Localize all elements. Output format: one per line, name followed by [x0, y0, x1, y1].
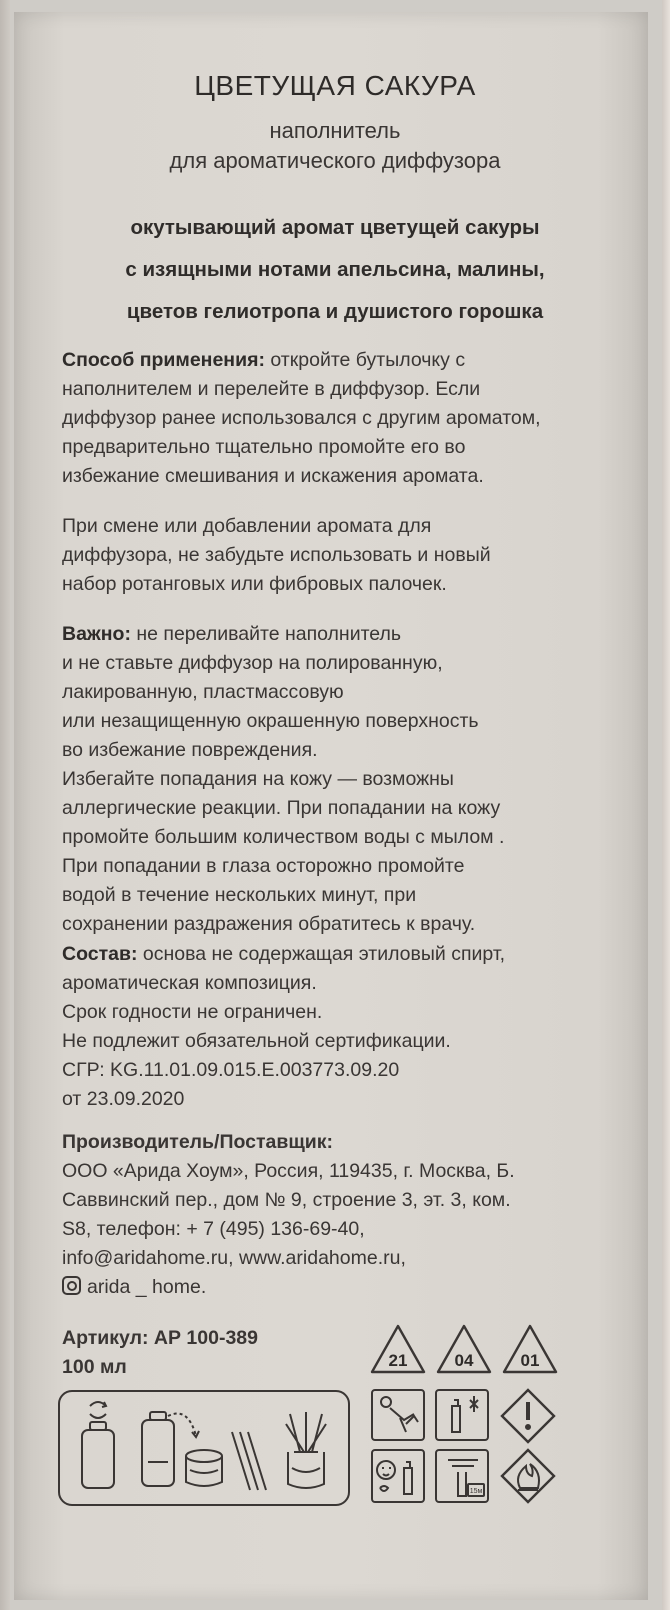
composition-line: ароматическая композиция.	[62, 972, 317, 994]
recycle-code-01: 01	[520, 1351, 540, 1370]
recycle-triangle-icon	[504, 1326, 556, 1372]
aroma-line-3: цветов гелиотропа и душистого горошка	[126, 300, 544, 323]
change-line: набор ротанговых или фибровых палочек.	[62, 573, 447, 595]
recycle-code-04: 04	[454, 1351, 474, 1370]
manufacturer-label: Производитель/Поставщик:	[62, 1131, 334, 1153]
manufacturer-line: Саввинский пер., дом № 9, строение 3, эт. 3, ком.	[62, 1189, 511, 1211]
warning-line: промойте большим количеством воды с мылом .	[62, 826, 505, 848]
warning-line: сохранении раздражения обратитесь к врачу.	[62, 913, 476, 935]
keep-away-from-heat-icon	[436, 1390, 488, 1440]
usage-label: Способ применения:	[62, 349, 265, 371]
usage-line: наполнителем и перелейте в диффузор. Если	[62, 378, 481, 400]
usage-line-1	[62, 346, 642, 375]
composition-section	[62, 940, 642, 1114]
hazard-icons	[370, 1388, 560, 1506]
usage-line-1-text: откройте бутылочку с	[264, 349, 466, 371]
composition-line: Срок годности не ограничен.	[62, 1001, 323, 1023]
composition-line: от 23.09.2020	[62, 1088, 185, 1110]
manufacturer-line: ООО «Арида Хоум», Россия, 119435, г. Москва, Б.	[62, 1160, 515, 1182]
article-number: Артикул: АР 100-389	[62, 1327, 258, 1349]
warning-exclamation-icon	[502, 1390, 554, 1442]
warning-section	[62, 620, 642, 939]
warning-line: и не ставьте диффузор на полированную,	[62, 652, 443, 674]
usage-line: диффузор ранее использовался с другим ароматом,	[62, 407, 541, 429]
warning-line: водой в течение нескольких минут, при	[62, 884, 417, 906]
warning-line-1-text: не переливайте наполнитель	[130, 623, 402, 645]
change-line: При смене или добавлении аромата для	[62, 515, 432, 537]
product-info	[62, 1324, 362, 1382]
change-section	[62, 512, 642, 599]
manufacturer-line: info@aridahome.ru, www.aridahome.ru,	[62, 1247, 406, 1269]
recycle-triangle-icon	[372, 1326, 424, 1372]
warning-line-1	[62, 620, 642, 649]
flammable-icon	[502, 1450, 554, 1502]
aroma-line-1: окутывающий аромат цветущей сакуры	[130, 216, 540, 239]
manufacturer-line: S8, телефон: + 7 (495) 136-69-40,	[62, 1218, 365, 1240]
composition-line-1	[62, 940, 642, 969]
composition-line-1-text: основа не содержащая этиловый спирт,	[137, 943, 506, 965]
warning-line: Избегайте попадания на кожу — возможны	[62, 768, 454, 790]
usage-line: избежание смешивания и искажения аромата.	[62, 465, 484, 487]
change-line: диффузора, не забудьте использовать и новый	[62, 544, 491, 566]
instagram-line	[62, 1273, 642, 1302]
usage-section	[62, 346, 642, 491]
composition-label: Состав:	[62, 943, 138, 965]
instagram-handle: arida _ home.	[87, 1276, 207, 1298]
refill-steps-icon	[60, 1392, 348, 1504]
recycle-code-21: 21	[388, 1351, 408, 1370]
composition-line: Не подлежит обязательной сертификации.	[62, 1030, 451, 1052]
product-subtitle-1: наполнитель	[269, 118, 401, 143]
recycling-codes	[368, 1320, 568, 1382]
product-title: ЦВЕТУЩАЯ САКУРА	[194, 70, 476, 101]
warning-label: Важно:	[62, 623, 131, 645]
volume: 100 мл	[62, 1356, 127, 1378]
refill-instructions-pictogram	[58, 1390, 350, 1506]
warning-line: При попадании в глаза осторожно промойте	[62, 855, 465, 877]
composition-line: СГР: KG.11.01.09.015.Е.003773.09.20	[62, 1059, 400, 1081]
warning-line: или незащищенную окрашенную поверхность	[62, 710, 479, 732]
warning-line: аллергические реакции. При попадании на кожу	[62, 797, 501, 819]
warning-line: лакированную, пластмассовую	[62, 681, 344, 703]
box-right-edge	[662, 0, 670, 1610]
aroma-line-2: с изящными нотами апельсина, малины,	[125, 258, 545, 281]
box-left-edge	[0, 0, 10, 1610]
do-not-ingest-icon	[372, 1450, 424, 1502]
recycle-triangle-icon	[438, 1326, 490, 1372]
ventilate-15min-icon	[436, 1450, 488, 1502]
instagram-icon	[62, 1276, 81, 1295]
usage-line: предварительно тщательно промойте его во	[62, 436, 466, 458]
warning-line: во избежание повреждения.	[62, 739, 318, 761]
product-subtitle-2: для ароматического диффузора	[169, 148, 501, 173]
manufacturer-section	[62, 1128, 642, 1302]
keep-away-from-children-icon	[372, 1390, 424, 1440]
svg-text:15м: 15м	[469, 1488, 483, 1495]
